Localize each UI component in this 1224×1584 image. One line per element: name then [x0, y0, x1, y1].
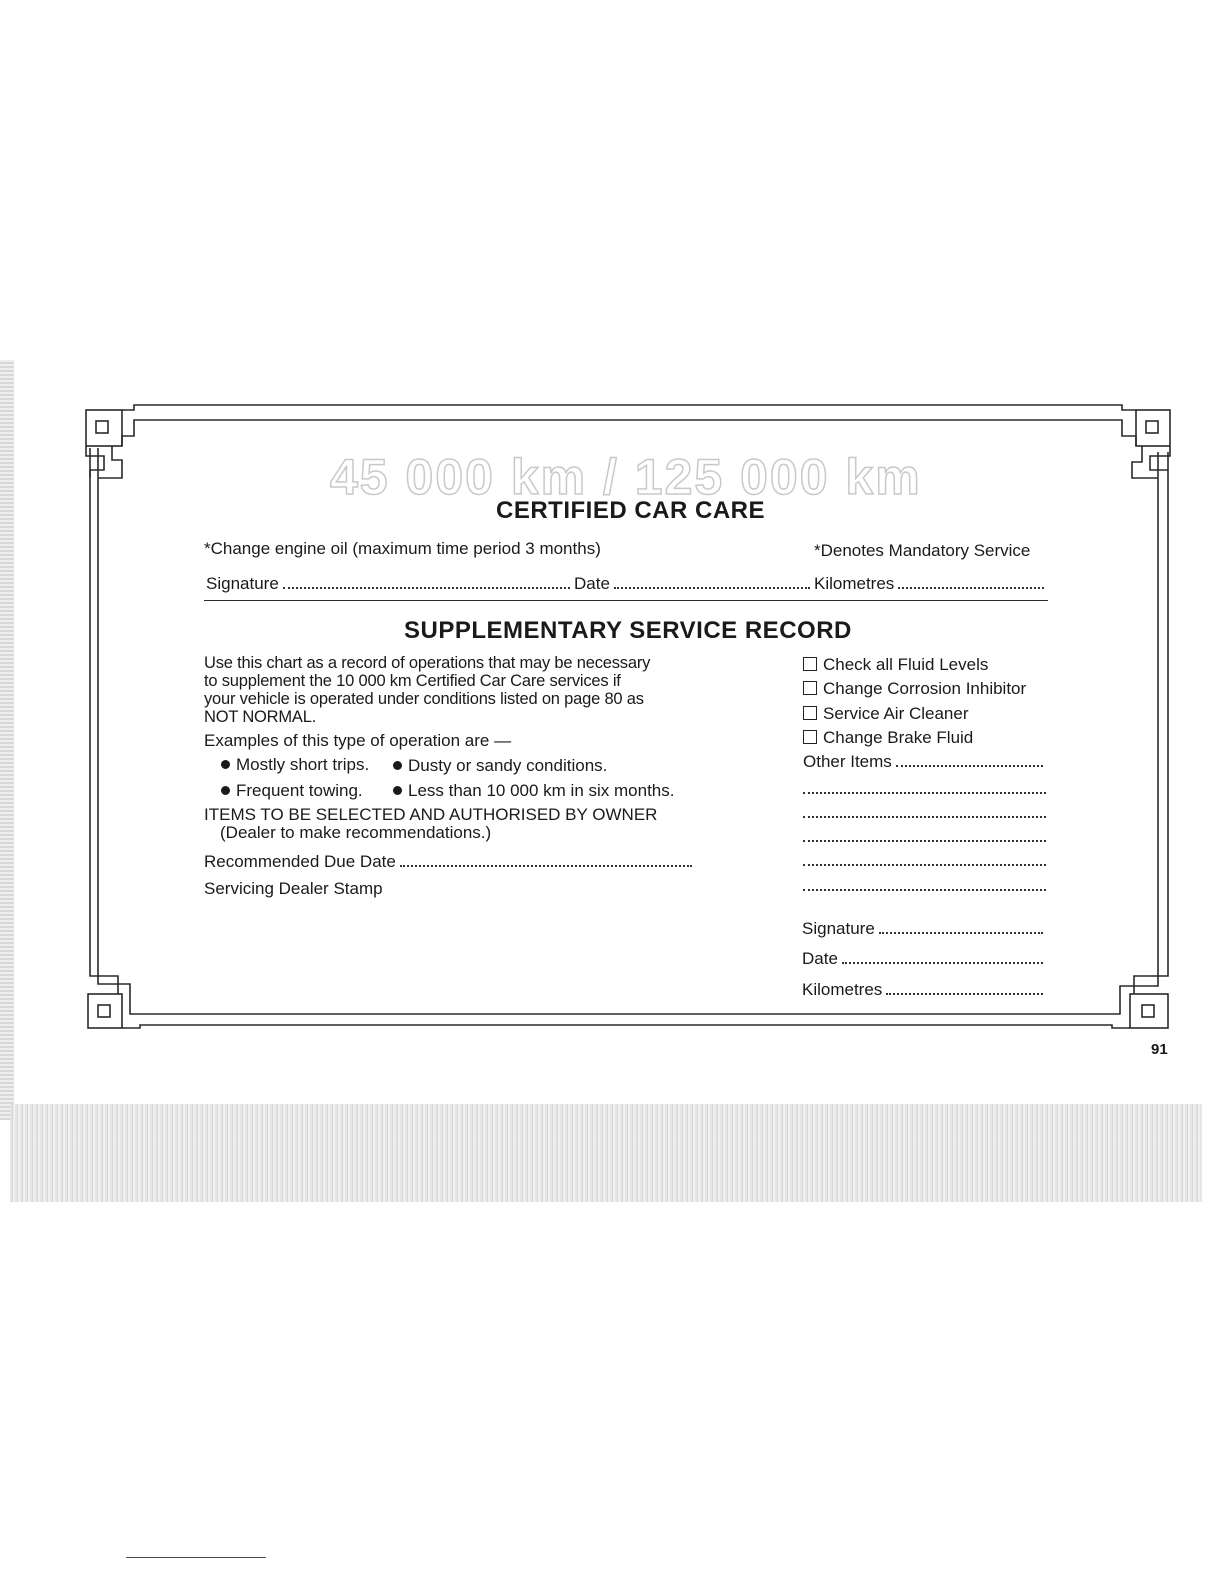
right-kilometres-label: Kilometres [802, 980, 883, 999]
example-text: Frequent towing. [236, 781, 363, 800]
checkbox[interactable] [803, 681, 817, 695]
intro-line: to supplement the 10 000 km Certified Car Care services if [204, 672, 621, 690]
date-label: Date [574, 574, 610, 593]
example-text: Dusty or sandy conditions. [408, 756, 608, 775]
checklist-label: Change Corrosion Inhibitor [823, 679, 1027, 698]
other-items-blank-line[interactable] [803, 888, 1046, 891]
example-text: Less than 10 000 km in six months. [408, 781, 675, 800]
example-item [221, 781, 363, 801]
intro-paragraph [204, 654, 704, 726]
checklist-label: Change Brake Fluid [823, 728, 974, 747]
other-items-field[interactable] [896, 752, 1043, 767]
checkbox[interactable] [803, 657, 817, 671]
kilometres-label: Kilometres [814, 574, 895, 593]
right-date-line [802, 949, 1047, 969]
intro-line: Use this chart as a record of operations that may be necessary [204, 654, 651, 672]
recommended-due-date-field[interactable] [400, 852, 692, 867]
other-items-label: Other Items [803, 752, 892, 771]
right-date-field[interactable] [842, 949, 1043, 964]
supplementary-title: SUPPLEMENTARY SERVICE RECORD [404, 617, 852, 644]
bullet-icon [221, 786, 230, 795]
intro-line: your vehicle is operated under conditions listed on page 80 as [204, 690, 644, 708]
other-items-line [803, 752, 1047, 772]
example-text: Mostly short trips. [236, 755, 370, 774]
example-item [393, 756, 607, 776]
right-signature-line [802, 919, 1047, 939]
dealer-stamp-label: Servicing Dealer Stamp [204, 879, 383, 898]
right-signature-label: Signature [802, 919, 875, 938]
other-items-blank-line[interactable] [803, 815, 1046, 818]
date-line [574, 574, 814, 594]
checkbox[interactable] [803, 730, 817, 744]
mandatory-item: *Change engine oil (maximum time period 3 months) [204, 539, 601, 558]
example-item [221, 755, 369, 775]
checklist-item[interactable] [803, 728, 973, 748]
other-items-blank-line[interactable] [803, 791, 1046, 794]
intro-line: NOT NORMAL. [204, 708, 317, 726]
checklist-label: Service Air Cleaner [823, 704, 969, 723]
right-kilometres-field[interactable] [886, 980, 1043, 995]
signature-label: Signature [206, 574, 279, 593]
recommended-due-date-label: Recommended Due Date [204, 852, 396, 871]
checklist-item[interactable] [803, 704, 969, 724]
right-kilometres-line [802, 980, 1047, 1000]
examples-heading: Examples of this type of operation are — [204, 731, 512, 750]
section-divider [204, 600, 1048, 601]
bullet-icon [393, 786, 402, 795]
checklist-item[interactable] [803, 679, 1026, 699]
certified-title: CERTIFIED CAR CARE [496, 497, 766, 524]
signature-line [206, 574, 574, 594]
bullet-icon [393, 761, 402, 770]
mandatory-note: *Denotes Mandatory Service [814, 541, 1031, 560]
right-date-label: Date [802, 949, 838, 968]
date-field[interactable] [614, 574, 810, 589]
other-items-blank-line[interactable] [803, 839, 1046, 842]
checklist-label: Check all Fluid Levels [823, 655, 989, 674]
recommended-due-date-line [204, 852, 696, 872]
kilometres-field[interactable] [898, 574, 1044, 589]
page-number: 91 [1151, 1041, 1168, 1058]
kilometres-line [814, 574, 1048, 594]
owner-note: ITEMS TO BE SELECTED AND AUTHORISED BY OWNER [204, 805, 658, 824]
other-items-blank-line[interactable] [803, 863, 1046, 866]
mileage-heading: 45 000 km / 125 000 km [330, 449, 922, 505]
bullet-icon [221, 760, 230, 769]
signature-field[interactable] [283, 574, 570, 589]
right-signature-field[interactable] [879, 919, 1043, 934]
checkbox[interactable] [803, 706, 817, 720]
checklist-item[interactable] [803, 655, 988, 675]
owner-note-sub: (Dealer to make recommendations.) [220, 823, 492, 842]
bottom-rule [126, 1557, 266, 1558]
example-item [393, 781, 674, 801]
